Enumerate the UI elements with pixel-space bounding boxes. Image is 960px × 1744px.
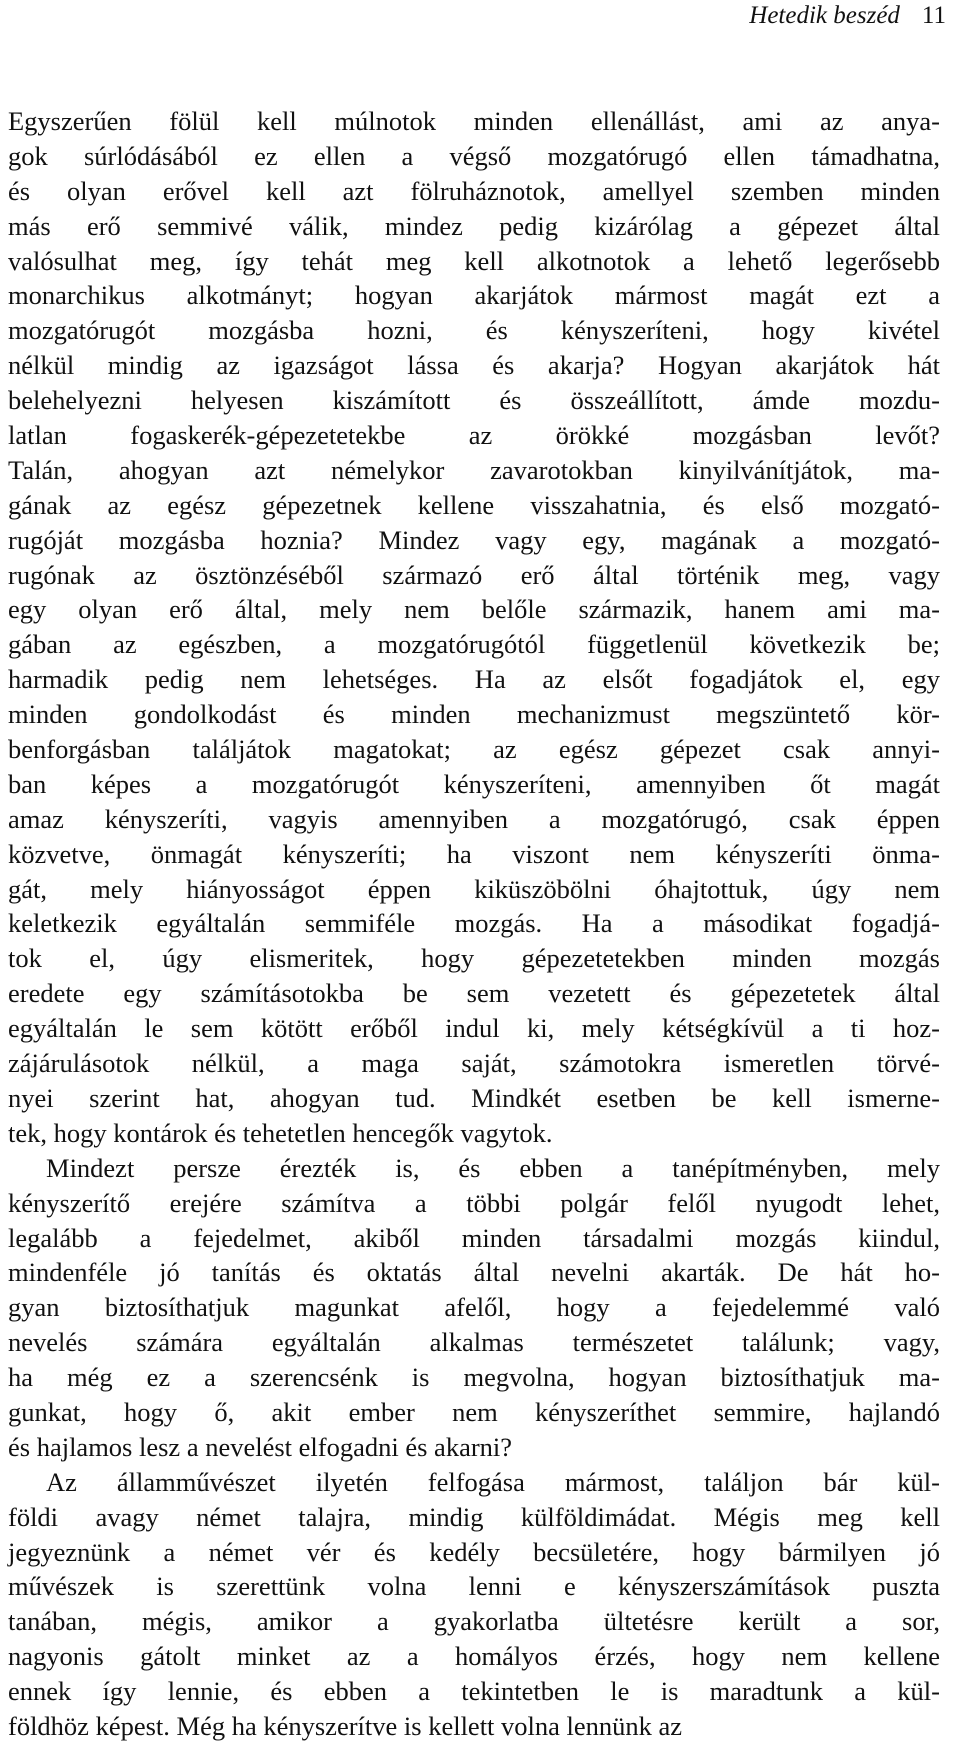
text-line: nagyonis gátolt minket az a homályos érzés, hogy nem kellene [8, 1641, 940, 1672]
text-line: belehelyezni helyesen kiszámított és összeállított, ámde mozdu- [8, 385, 940, 416]
text-line: nélkül mindig az igazságot lássa és akarja? Hogyan akarjátok hát [8, 350, 940, 381]
running-head [749, 2, 946, 30]
text-line: művészek is szerettünk volna lenni e kényszerszámítások puszta [8, 1571, 940, 1602]
text-line: földi avagy német talajra, mindig külföldimádat. Mégis meg kell [8, 1501, 940, 1532]
text-line: ennek így lennie, és ebben a tekintetben le is maradtunk a kül- [8, 1676, 940, 1707]
text-line: rugónak az ösztönzéséből származó erő által történik meg, vagy [8, 559, 940, 590]
text-line: minden gondolkodást és minden mechanizmust megszüntető kör- [8, 699, 940, 730]
text-line: gok súrlódásából ez ellen a végső mozgatórugó ellen támadhatna, [8, 140, 940, 171]
page-number: 11 [921, 2, 946, 29]
page-body [8, 104, 940, 1744]
text-line: gában az egészben, a mozgatórugótól függetlenül következik be; [8, 629, 940, 660]
text-line: harmadik pedig nem lehetséges. Ha az elsőt fogadjátok el, egy [8, 664, 940, 695]
text-line: mindenféle jó tanítás és oktatás által nevelni akarták. De hát ho- [8, 1257, 940, 1288]
text-line: nevelés számára egyáltalán alkalmas természetet találunk; vagy, [8, 1327, 940, 1358]
text-line: egyáltalán le sem kötött erőből indul ki, mely kétségkívül a ti hoz- [8, 1013, 940, 1044]
text-line: benforgásban találjátok magatokat; az egész gépezet csak annyi- [8, 734, 940, 765]
text-line: Az államművészet ilyetén felfogása mármost, találjon bár kül- [46, 1466, 940, 1497]
text-line: latlan fogaskerék-gépezetetekbe az örökké mozgásban levőt? [8, 420, 940, 451]
text-line: kényszerítő erejére számítva a többi polgár felől nyugodt lehet, [8, 1187, 940, 1218]
text-line: valósulhat meg, így tehát meg kell alkotnotok a lehető legerősebb [8, 245, 940, 276]
text-line: ha még ez a szerencsénk is megvolna, hogyan biztosíthatjuk ma- [8, 1362, 940, 1393]
text-line: gyan biztosíthatjuk magunkat afelől, hogy a fejedelemmé való [8, 1292, 940, 1323]
chapter-title: Hetedik beszéd [749, 2, 900, 29]
text-line: zájárulásotok nélkül, a maga saját, számotokra ismeretlen törvé- [8, 1048, 940, 1079]
text-line: és olyan erővel kell azt fölruháznotok, amellyel szemben minden [8, 175, 940, 206]
text-line: gát, mely hiányosságot éppen kiküszöbölni óhajtottuk, úgy nem [8, 873, 940, 904]
text-line: mozgatórugót mozgásba hozni, és kényszeríteni, hogy kivétel [8, 315, 940, 346]
text-line: rugóját mozgásba hoznia? Mindez vagy egy, magának a mozgató- [8, 524, 940, 555]
text-line: gunkat, hogy ő, akit ember nem kényszeríthet semmire, hajlandó [8, 1396, 940, 1427]
text-line: közvetve, önmagát kényszeríti; ha viszont nem kényszeríti önma- [8, 838, 940, 869]
text-line: ban képes a mozgatórugót kényszeríteni, amennyiben őt magát [8, 768, 940, 799]
text-line: monarchikus alkotmányt; hogyan akarjátok mármost magát ezt a [8, 280, 940, 311]
text-line: amaz kényszeríti, vagyis amennyiben a mozgatórugó, csak éppen [8, 803, 940, 834]
text-line: földhöz képest. Még ha kényszerítve is kellett volna lennünk az [8, 1710, 683, 1741]
text-line: gának az egész gépezetnek kellene visszahatnia, és első mozgató- [8, 489, 940, 520]
text-line: jegyeznünk a német vér és kedély becsületére, hogy bármilyen jó [8, 1536, 940, 1567]
text-line: keletkezik egyáltalán semmiféle mozgás. Ha a másodikat fogadjá- [8, 908, 940, 939]
text-line: tok el, úgy elismeritek, hogy gépezetetekben minden mozgás [8, 943, 940, 974]
text-line: legalább a fejedelmet, akiből minden társadalmi mozgás kiindul, [8, 1222, 940, 1253]
text-line: egy olyan erő által, mely nem belőle származik, hanem ami ma- [8, 594, 940, 625]
text-line: tek, hogy kontárok és tehetetlen hencegők vagytok. [8, 1117, 553, 1148]
text-line: Egyszerűen fölül kell múlnotok minden ellenállást, ami az anya- [8, 106, 940, 136]
text-line: Talán, ahogyan azt némelykor zavarotokban kinyilvánítjátok, ma- [8, 454, 940, 485]
text-line: és hajlamos lesz a nevelést elfogadni és akarni? [8, 1431, 513, 1462]
text-line: más erő semmivé válik, mindez pedig kizárólag a gépezet által [8, 210, 940, 241]
text-line: Mindezt persze érezték is, és ebben a tanépítményben, mely [46, 1152, 940, 1183]
text-line: nyei szerint hat, ahogyan tud. Mindkét esetben be kell ismerne- [8, 1082, 940, 1113]
text-line: tanában, mégis, amikor a gyakorlatba ültetésre került a sor, [8, 1606, 940, 1637]
text-line: eredete egy számításotokba be sem vezetett és gépezetetek által [8, 978, 940, 1009]
